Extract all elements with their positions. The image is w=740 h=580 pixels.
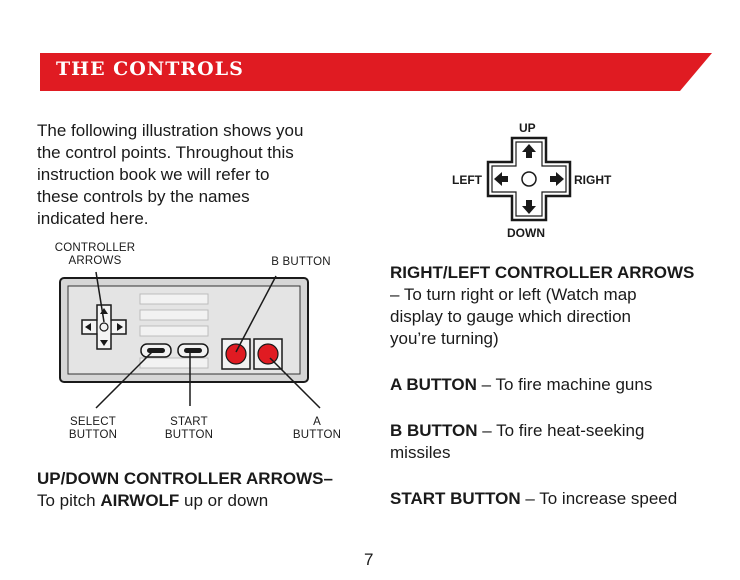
description-rightleft xyxy=(390,262,710,350)
description-heading: B BUTTON xyxy=(390,421,478,440)
intro-line: the control points. Throughout this xyxy=(37,143,294,162)
updown-heading: UP/DOWN CONTROLLER ARROWS– xyxy=(37,469,333,488)
label-line: BUTTON xyxy=(68,429,118,441)
label-line: BUTTON xyxy=(164,429,214,441)
description-text: missiles xyxy=(390,443,451,462)
intro-line: these controls by the names xyxy=(37,187,250,206)
section-title: THE CONTROLS xyxy=(56,58,244,80)
dpad-left-label: LEFT xyxy=(452,173,482,187)
intro-line: instruction book we will refer to xyxy=(37,165,270,184)
dpad-cross-icon xyxy=(488,138,570,220)
updown-text: To pitch xyxy=(37,491,101,510)
page-number: 7 xyxy=(364,550,374,569)
description-start-button xyxy=(390,488,710,510)
dpad-up-label: UP xyxy=(519,121,536,135)
description-b-button xyxy=(390,420,710,464)
updown-text: up or down xyxy=(179,491,269,510)
dpad-right-label: RIGHT xyxy=(574,173,612,187)
description-text: – To fire heat-seeking xyxy=(477,421,645,440)
label-line: CONTROLLER xyxy=(54,242,136,254)
description-text: you’re turning) xyxy=(390,329,499,348)
description-text: – To fire machine guns xyxy=(476,375,653,394)
intro-line: The following illustration shows you xyxy=(37,121,304,140)
b-button-callout-label: B BUTTON xyxy=(271,256,331,268)
label-line: A xyxy=(313,416,321,428)
label-line: ARROWS xyxy=(68,255,122,267)
description-text: – To increase speed xyxy=(520,489,678,508)
description-text: display to gauge which direction xyxy=(390,307,631,326)
description-heading: RIGHT/LEFT CONTROLLER ARROWS xyxy=(390,263,695,282)
intro-line: indicated here. xyxy=(37,209,149,228)
label-line: BUTTON xyxy=(292,429,342,441)
description-a-button xyxy=(390,374,710,396)
description-text: – To turn right or left (Watch map xyxy=(390,285,637,304)
dpad-down-label: DOWN xyxy=(507,226,545,240)
label-line: SELECT xyxy=(70,416,116,428)
updown-bold: AIRWOLF xyxy=(100,491,180,510)
label-line: START xyxy=(170,416,208,428)
description-heading: A BUTTON xyxy=(390,375,477,394)
description-heading: START BUTTON xyxy=(390,489,521,508)
